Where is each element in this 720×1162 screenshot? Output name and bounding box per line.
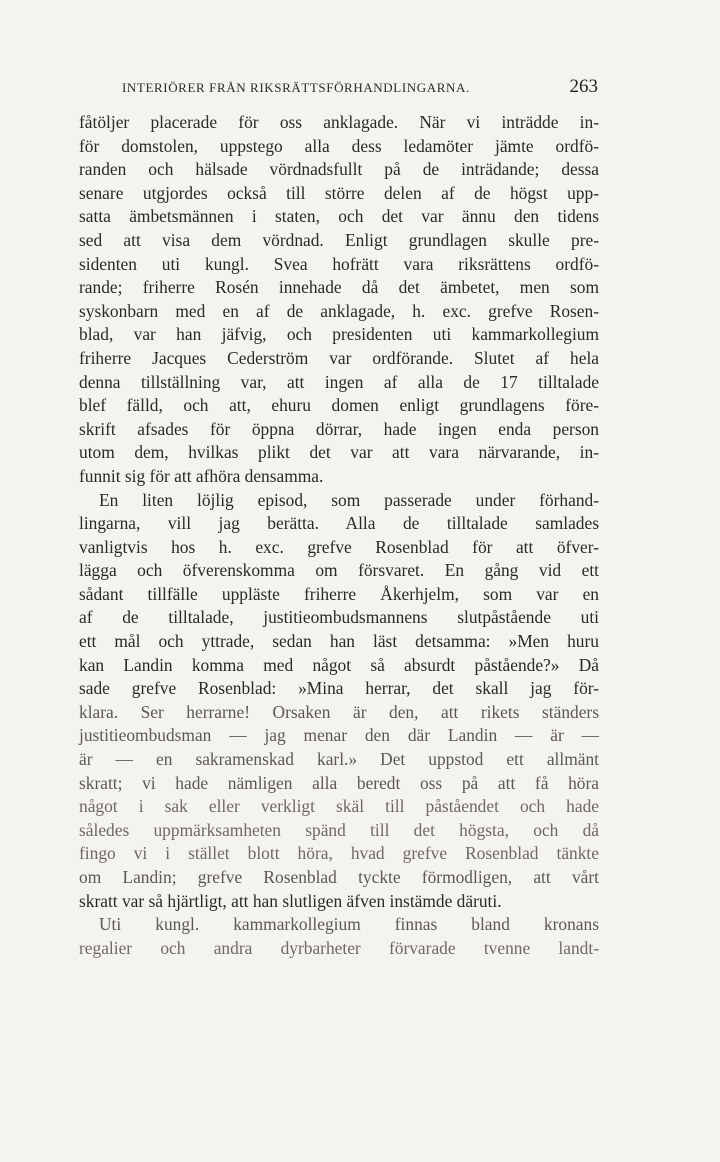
text-line: lägga och öfverenskomma om försvaret. En gång vid ett xyxy=(79,560,599,581)
text-line: således uppmärksamheten spänd till det högsta, och då xyxy=(79,819,599,840)
text-line: blad, var han jäfvig, och presidenten uti kammarkollegium xyxy=(79,324,599,345)
text-line: satta ämbetsmännen i staten, och det var ännu den tidens xyxy=(79,206,599,227)
paragraph-start-line: Uti kungl. kammarkollegium finnas bland kronans xyxy=(99,914,599,935)
text-line: sade grefve Rosenblad: »Mina herrar, det skall jag för- xyxy=(79,678,599,699)
text-line: för domstolen, uppstego alla dess ledamöter jämte ordfö- xyxy=(79,135,599,156)
body-text xyxy=(79,111,599,960)
text-line: skratt; vi hade nämligen alla beredt oss på att få höra xyxy=(79,772,599,793)
text-line: sidenten uti kungl. Svea hofrätt vara riksrättens ordfö- xyxy=(79,253,599,274)
text-line: kan Landin komma med något så absurdt påstående?» Då xyxy=(79,654,599,675)
text-line: syskonbarn med en af de anklagade, h. exc. grefve Rosen- xyxy=(79,300,599,321)
text-line: justitieombudsman — jag menar den där Landin — är — xyxy=(79,725,599,746)
paragraph-end-line: funnit sig för att afhöra densamma. xyxy=(79,465,324,486)
text-line: rande; friherre Rosén innehade då det ämbetet, men som xyxy=(79,277,599,298)
text-line: fåtöljer placerade för oss anklagade. När vi inträdde in- xyxy=(79,112,599,132)
text-line: om Landin; grefve Rosenblad tyckte förmodligen, att vårt xyxy=(79,867,599,887)
text-line: denna tillställning var, att ingen af alla de 17 tilltalade xyxy=(79,371,599,392)
text-line: fingo vi i stället blott höra, hvad grefve Rosenblad tänkte xyxy=(79,843,599,864)
text-line: är — en sakramenskad karl.» Det uppstod ett allmänt xyxy=(79,749,599,770)
text-line: af de tilltalade, justitieombudsmannens slutpåstående uti xyxy=(79,607,599,628)
text-line: sådant tillfälle uppläste friherre Åkerhjelm, som var en xyxy=(79,583,599,604)
text-line: regalier och andra dyrbarheter förvarade tvenne landt- xyxy=(79,937,599,958)
text-line: senare utgjordes också till större delen af de högst upp- xyxy=(79,182,599,203)
text-line: blef fälld, och att, ehuru domen enligt grundlagens före- xyxy=(79,395,599,416)
paragraph-end-line: skratt var så hjärtligt, att han slutligen äfven instämde däruti. xyxy=(79,890,502,911)
text-line: något i sak eller verkligt skäl till påståendet och hade xyxy=(79,796,599,817)
text-line: ett mål och yttrade, sedan han läst detsamma: »Men huru xyxy=(79,631,599,652)
running-head xyxy=(122,76,598,100)
text-line: vanligtvis hos h. exc. grefve Rosenblad för att öfver- xyxy=(79,536,599,557)
text-line: randen och hälsade vördnadsfullt på de inträdande; dessa xyxy=(79,159,599,180)
text-line: sed att visa dem vördnad. Enligt grundlagen skulle pre- xyxy=(79,229,599,250)
paragraph-start-line: En liten löjlig episod, som passerade under förhand- xyxy=(99,489,599,510)
page-number: 263 xyxy=(569,76,598,97)
running-title: INTERIÖRER FRÅN RIKSRÄTTSFÖRHANDLINGARNA. xyxy=(122,80,470,95)
text-line: lingarna, vill jag berätta. Alla de tilltalade samlades xyxy=(79,513,599,534)
text-line: skrift afsades för öppna dörrar, hade ingen enda person xyxy=(79,418,599,439)
text-line: friherre Jacques Cederström var ordförande. Slutet af hela xyxy=(79,347,599,368)
text-line: klara. Ser herrarne! Orsaken är den, att rikets ständers xyxy=(79,701,599,722)
text-line: utom dem, hvilkas plikt det var att vara närvarande, in- xyxy=(79,442,599,463)
